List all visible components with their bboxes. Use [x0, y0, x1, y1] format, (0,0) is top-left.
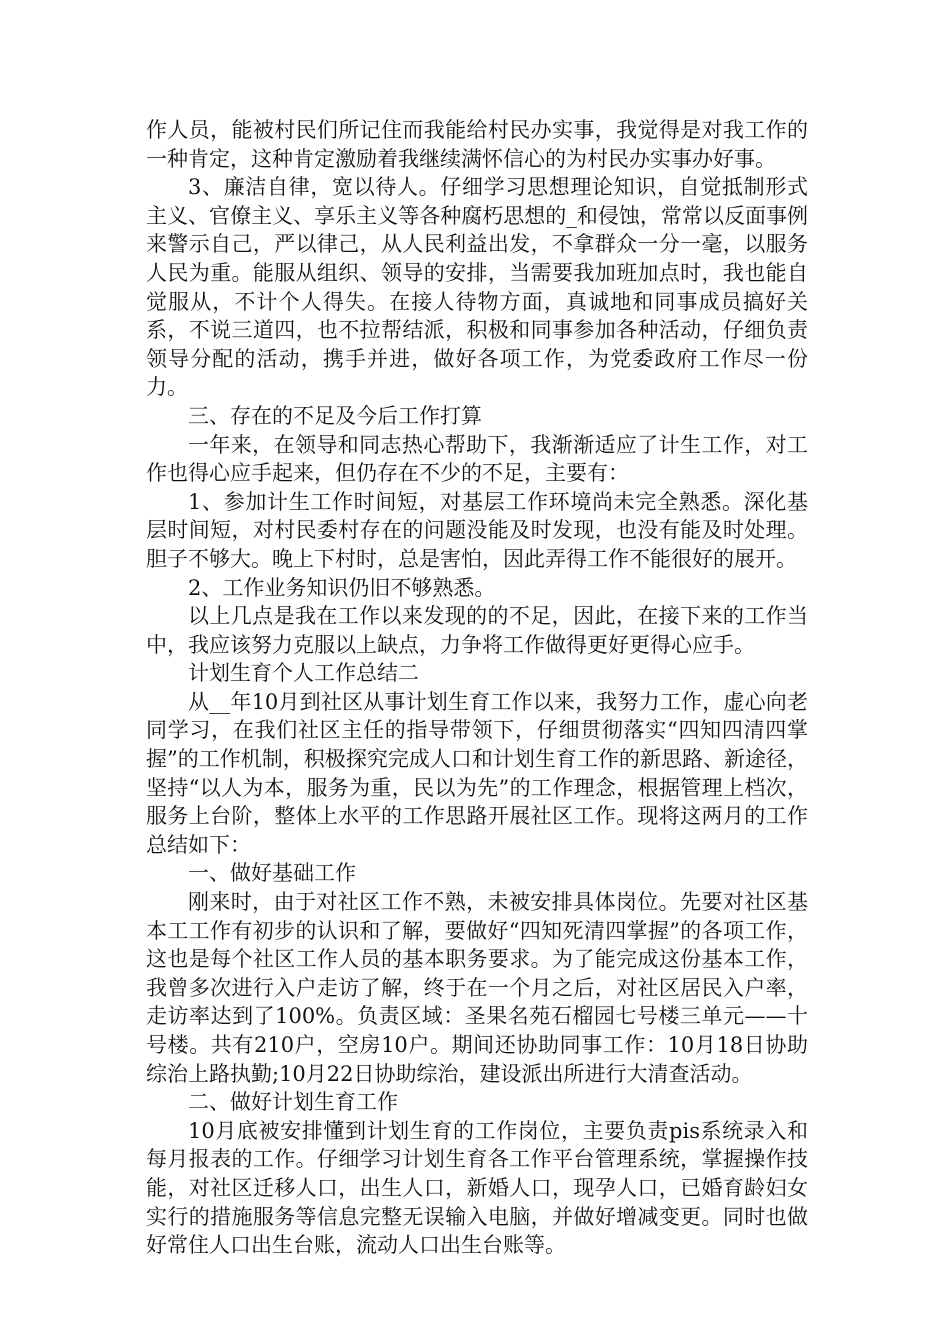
paragraph: 作人员，能被村民们所记住而我能给村民办实事，我觉得是对我工作的一种肯定，这种肯定激励着我继续满怀信心的为村民办实事办好事。: [146, 118, 808, 171]
section-heading: 一、做好基础工作: [188, 861, 356, 886]
paragraph: 以上几点是我在工作以来发现的的不足，因此，在接下来的工作当中，我应该努力克服以上缺点，力争将工作做得更好更得心应手。: [146, 604, 808, 657]
paragraph: 1、参加计生工作时间短，对基层工作环境尚未完全熟悉。深化基层时间短，对村民委村存在的问题没能及时发现，也没有能及时处理。胆子不够大。晚上下村时，总是害怕，因此弄得工作不能很好的展开。: [146, 489, 808, 571]
section-heading: 二、做好计划生育工作: [188, 1090, 398, 1115]
document-subtitle: 计划生育个人工作总结二: [188, 661, 419, 686]
section-heading: 三、存在的不足及今后工作打算: [188, 403, 482, 428]
paragraph: 一年来，在领导和同志热心帮助下，我渐渐适应了计生工作，对工作也得心应手起来，但仍存在不少的不足，主要有：: [146, 432, 808, 486]
document-body: [146, 116, 808, 1260]
paragraph: 2、工作业务知识仍旧不够熟悉。: [188, 575, 496, 600]
paragraph: 刚来时，由于对社区工作不熟，未被安排具体岗位。先要对社区基本工工作有初步的认识和了解，要做好“四知死清四掌握”的各项工作，这也是每个社区工作人员的基本职务要求。为了能完成这份基本工作，我曾多次进行入户走访了解，终于在一个月之后，对社区居民入户率，走访率达到了100%。负责区域：圣果名苑石榴园七号楼三单元——十号楼。共有210户，空房10户。期间还协助同事工作：10月18日协助综治上路执勤;10月22日协助综治，建设派出所进行大清查活动。: [146, 890, 808, 1086]
paragraph: 10月底被安排懂到计划生育的工作岗位，主要负责pis系统录入和每月报表的工作。仔细学习计划生育各工作平台管理系统，掌握操作技能，对社区迁移人口，出生人口，新婚人口，现孕人口，已婚育龄妇女实行的措施服务等信息完整无误输入电脑，并做好增减变更。同时也做好常住人口出生台账，流动人口出生台账等。: [146, 1118, 808, 1258]
paragraph: 从__年10月到社区从事计划生育工作以来，我努力工作，虚心向老同学习，在我们社区主任的指导带领下，仔细贯彻落实“四知四清四掌握”的工作机制，积极探究完成人口和计划生育工作的新思路、新途径，坚持“以人为本，服务为重，民以为先”的工作理念，根据管理上档次，服务上台阶，整体上水平的工作思路开展社区工作。现将这两月的工作总结如下：: [146, 689, 808, 857]
paragraph: 3、廉洁自律，宽以待人。仔细学习思想理论知识，自觉抵制形式主义、官僚主义、享乐主义等各种腐朽思想的_和侵蚀，常常以反面事例来警示自己，严以律己，从人民利益出发，不拿群众一分一毫，以服务人民为重。能服从组织、领导的安排，当需要我加班加点时，我也能自觉服从，不计个人得失。在接人待物方面，真诚地和同事成员搞好关系，不说三道四，也不拉帮结派，积极和同事参加各种活动，仔细负责领导分配的活动，携手并进，做好各项工作，为党委政府工作尽一份力。: [146, 175, 808, 400]
